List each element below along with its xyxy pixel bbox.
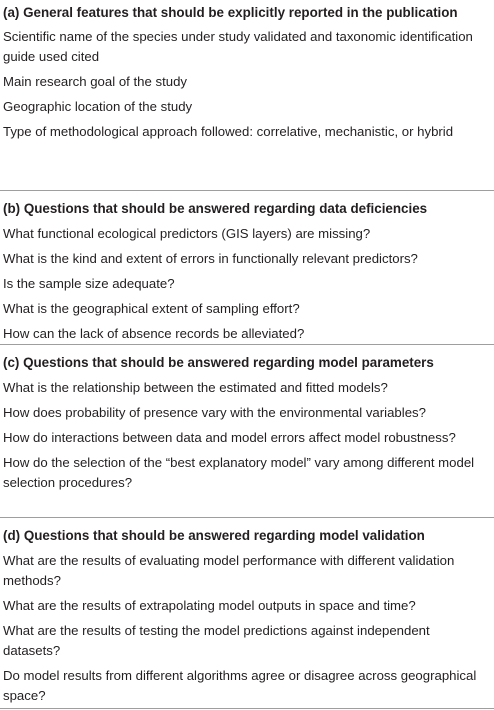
section-model-parameters bbox=[0, 345, 494, 518]
list-item: Scientific name of the species under study validated and taxonomic identification guide used cited bbox=[3, 29, 473, 64]
list-item: What are the results of evaluating model performance with different validation methods? bbox=[3, 553, 455, 588]
section-general-features bbox=[0, 0, 494, 191]
list-item: What is the relationship between the estimated and fitted models? bbox=[3, 380, 388, 395]
list-item: How do the selection of the “best explanatory model” vary among different model selection procedures? bbox=[3, 455, 475, 490]
list-item: What is the kind and extent of errors in functionally relevant predictors? bbox=[3, 251, 418, 266]
list-item: How do interactions between data and model errors affect model robustness? bbox=[3, 430, 456, 445]
list-item: What is the geographical extent of sampling effort? bbox=[3, 301, 300, 316]
list-item: Main research goal of the study bbox=[3, 74, 187, 89]
section-data-deficiencies bbox=[0, 191, 494, 345]
list-item: What are the results of testing the model predictions against independent datasets? bbox=[3, 623, 430, 658]
section-heading: (b) Questions that should be answered regarding data deficiencies bbox=[3, 201, 428, 216]
list-item: What functional ecological predictors (GIS layers) are missing? bbox=[3, 226, 371, 241]
list-item: Geographic location of the study bbox=[3, 99, 193, 114]
list-item: How does probability of presence vary with the environmental variables? bbox=[3, 405, 426, 420]
section-model-validation bbox=[0, 518, 494, 709]
list-item: How can the lack of absence records be alleviated? bbox=[3, 326, 305, 341]
section-heading: (d) Questions that should be answered regarding model validation bbox=[3, 528, 425, 543]
list-item: Is the sample size adequate? bbox=[3, 276, 175, 291]
list-item: Do model results from different algorithms agree or disagree across geographical space? bbox=[3, 668, 477, 703]
section-heading: (a) General features that should be explicitly reported in the publication bbox=[3, 5, 458, 20]
section-heading: (c) Questions that should be answered regarding model parameters bbox=[3, 355, 434, 370]
list-item: Type of methodological approach followed: correlative, mechanistic, or hybrid bbox=[3, 124, 454, 139]
list-item: What are the results of extrapolating model outputs in space and time? bbox=[3, 598, 416, 613]
